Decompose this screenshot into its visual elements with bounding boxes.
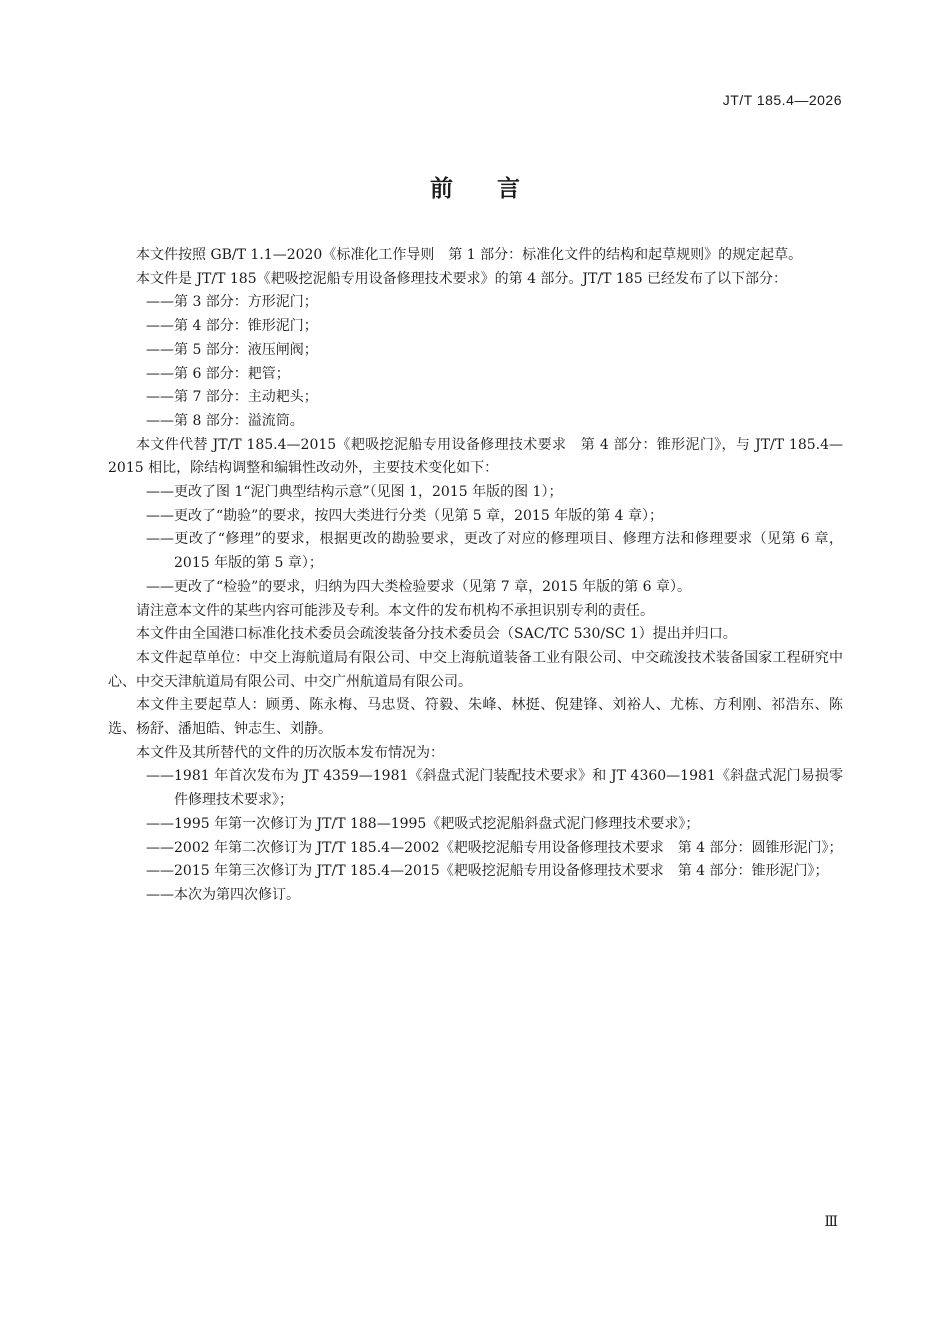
list-item-change: ——更改了“勘验”的要求，按四大类进行分类（见第 5 章，2015 年版的第 4 章）； — [146, 507, 664, 524]
paragraph-committee: 本文件由全国港口标准化技术委员会疏浚装备分技术委员会（SAC/TC 530/SC 1）提出并归口。 — [136, 626, 737, 643]
list-item-part: ——第 3 部分：方形泥门； — [146, 294, 318, 311]
paragraph-drafting-units: 本文件起草单位：中交上海航道局有限公司、中交上海航道装备工业有限公司、中交疏浚技术装备国家工程研究中心、中交天津航道局有限公司、中交广州航道局有限公司。 — [108, 649, 843, 690]
paragraph-history-intro: 本文件及其所替代的文件的历次版本发布情况为： — [136, 744, 444, 761]
list-item-change: ——更改了“修理”的要求，根据更改的勘验要求，更改了对应的修理项目、修理方法和修理要求（见第 6 章，2015 年版的第 5 章）； — [146, 531, 843, 572]
list-item-history: ——1995 年第一次修订为 JT/T 188—1995《耙吸式挖泥船斜盘式泥门修理技术要求》； — [146, 815, 700, 832]
paragraph-patent-notice: 请注意本文件的某些内容可能涉及专利。本文件的发布机构不承担识别专利的责任。 — [136, 602, 654, 619]
page-number: Ⅲ — [824, 1214, 838, 1230]
list-item-history: ——2002 年第二次修订为 JT/T 185.4—2002《耙吸挖泥船专用设备修理技术要求 第 4 部分：圆锥形泥门》； — [146, 839, 843, 856]
paragraph-drafting-rules: 本文件按照 GB/T 1.1—2020《标准化工作导则 第 1 部分：标准化文件的结构和起草规则》的规定起草。 — [136, 247, 803, 263]
list-item-part: ——第 7 部分：主动耙头； — [146, 389, 318, 406]
list-item-change: ——更改了图 1“泥门典型结构示意”（见图 1，2015 年版的图 1）； — [146, 484, 563, 501]
list-item-history: ——本次为第四次修订。 — [146, 886, 300, 903]
preface-body — [108, 244, 843, 908]
list-item-change: ——更改了“检验”的要求，归纳为四大类检验要求（见第 7 章，2015 年版的第 6 章）。 — [146, 578, 692, 595]
page-title: 前言 — [430, 176, 564, 202]
paragraph-replaces: 本文件代替 JT/T 185.4—2015《耙吸挖泥船专用设备修理技术要求 第 4 部分：锥形泥门》，与 JT/T 185.4—2015 相比，除结构调整和编辑性改动外，主要技术变化如下： — [108, 436, 843, 477]
list-item-part: ——第 6 部分：耙管； — [146, 365, 290, 382]
paragraph-drafters: 本文件主要起草人：顾勇、陈永梅、马忠贤、符毅、朱峰、林挺、倪建锋、刘裕人、尤栋、方利刚、祁浩东、陈选、杨舒、潘旭皓、钟志生、刘静。 — [108, 697, 843, 738]
list-item-history: ——2015 年第三次修订为 JT/T 185.4—2015《耙吸挖泥船专用设备修理技术要求 第 4 部分：锥形泥门》； — [146, 863, 829, 880]
list-item-history: ——1981 年首次发布为 JT 4359—1981《斜盘式泥门装配技术要求》和 JT 4360—1981《斜盘式泥门易损零件修理技术要求》； — [146, 768, 843, 809]
paragraph-part-intro: 本文件是 JT/T 185《耙吸挖泥船专用设备修理技术要求》的第 4 部分。JT/T 185 已经发布了以下部分： — [136, 270, 788, 287]
standard-number: JT/T 185.4—2026 — [722, 92, 842, 108]
list-item-part: ——第 8 部分：溢流筒。 — [146, 412, 304, 429]
list-item-part: ——第 4 部分：锥形泥门； — [146, 318, 318, 335]
list-item-part: ——第 5 部分：液压闸阀； — [146, 341, 318, 358]
